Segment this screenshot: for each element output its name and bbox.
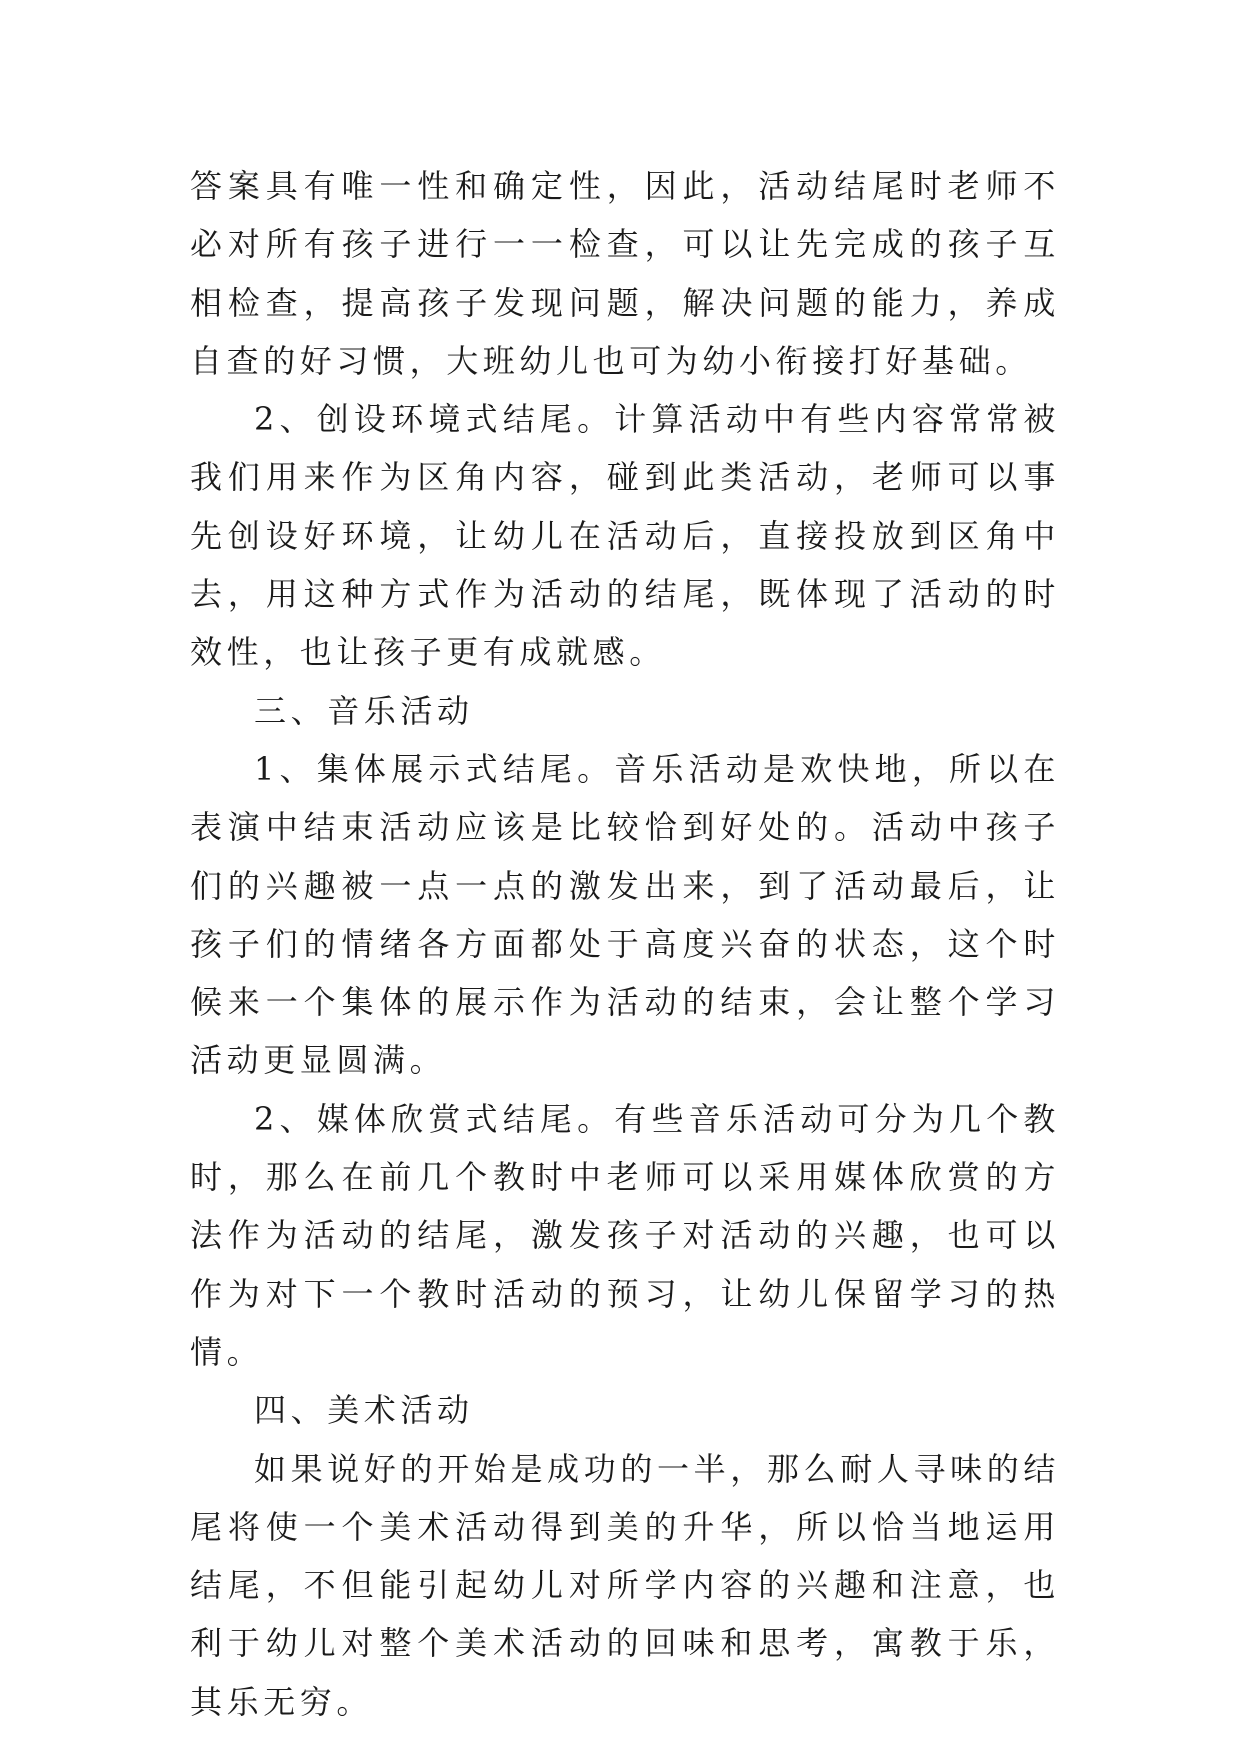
section-heading-art: 四、美术活动 — [254, 1391, 474, 1430]
document-body — [190, 157, 1060, 1731]
section-heading-music: 三、音乐活动 — [254, 691, 474, 730]
paragraph-media-appreciation-ending: 2、媒体欣赏式结尾。有些音乐活动可分为几个教时，那么在前几个教时中老师可以采用媒体欣赏的方法作为活动的结尾，激发孩子对活动的兴趣，也可以作为对下一个教时活动的预习，让幼儿保留学习的热情。 — [190, 1099, 1060, 1371]
paragraph-answer-uniqueness: 答案具有唯一性和确定性，因此，活动结尾时老师不必对所有孩子进行一一检查，可以让先完成的孩子互相检查，提高孩子发现问题，解决问题的能力，养成自查的好习惯，大班幼儿也可为幼小衔接打好基础。 — [190, 167, 1060, 380]
paragraph-art-ending: 如果说好的开始是成功的一半，那么耐人寻味的结尾将使一个美术活动得到美的升华，所以恰当地运用结尾，不但能引起幼儿对所学内容的兴趣和注意，也利于幼儿对整个美术活动的回味和思考，寓教于乐，其乐无穷。 — [190, 1449, 1060, 1721]
paragraph-group-display-ending: 1、集体展示式结尾。音乐活动是欢快地，所以在表演中结束活动应该是比较恰到好处的。活动中孩子们的兴趣被一点一点的激发出来，到了活动最后，让孩子们的情绪各方面都处于高度兴奋的状态，这个时候来一个集体的展示作为活动的结束，会让整个学习活动更显圆满。 — [190, 749, 1060, 1080]
paragraph-environment-ending: 2、创设环境式结尾。计算活动中有些内容常常被我们用来作为区角内容，碰到此类活动，老师可以事先创设好环境，让幼儿在活动后，直接投放到区角中去，用这种方式作为活动的结尾，既体现了活动的时效性，也让孩子更有成就感。 — [190, 400, 1060, 672]
